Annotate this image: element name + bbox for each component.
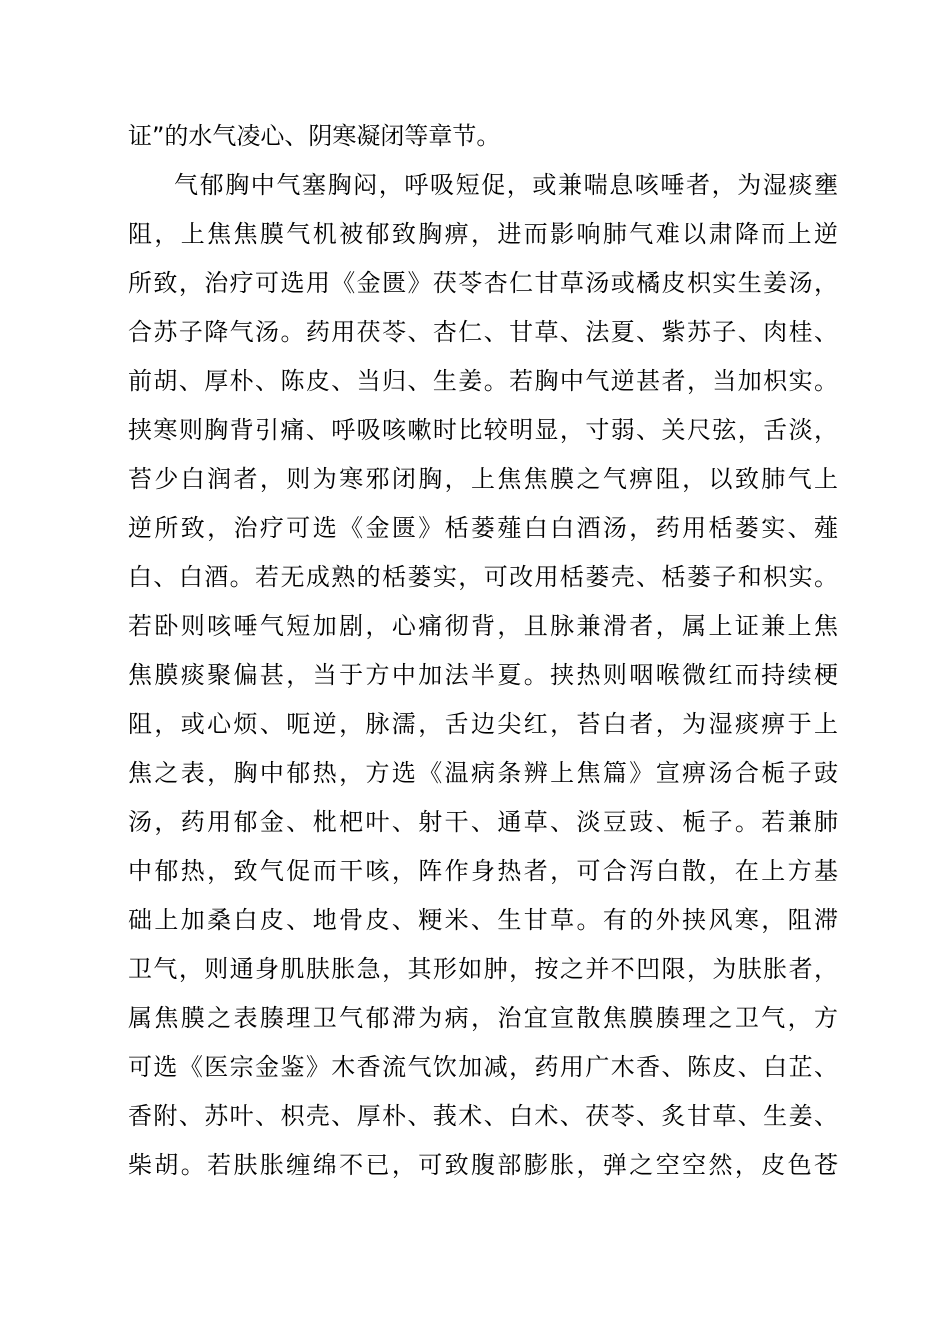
- text-line-21: 香附、苏叶、枳壳、厚朴、莪术、白术、茯苓、炙甘草、生姜、: [128, 1102, 838, 1130]
- text-line-17: 础上加桑白皮、地骨皮、粳米、生甘草。有的外挟风寒，阻滞: [128, 906, 838, 934]
- text-line-10: 白、白酒。若无成熟的栝蒌实，可改用栝蒌壳、栝蒌子和枳实。: [128, 563, 838, 591]
- text-line-14: 焦之表，胸中郁热，方选《温病条辨上焦篇》宣痹汤合栀子豉: [128, 759, 838, 787]
- text-line-11: 若卧则咳唾气短加剧，心痛彻背，且脉兼滑者，属上证兼上焦: [128, 612, 838, 640]
- text-line-12: 焦膜痰聚偏甚，当于方中加法半夏。挟热则咽喉微红而持续梗: [128, 661, 838, 689]
- text-line-7: 挟寒则胸背引痛、呼吸咳嗽时比较明显，寸弱、关尺弦，舌淡，: [128, 416, 838, 444]
- text-line-22: 柴胡。若肤胀缠绵不已，可致腹部膨胀，弹之空空然，皮色苍: [128, 1151, 838, 1179]
- text-line-3: 阻，上焦焦膜气机被郁致胸痹，进而影响肺气难以肃降而上逆: [128, 220, 838, 248]
- text-line-20: 可选《医宗金鉴》木香流气饮加减，药用广木香、陈皮、白芷、: [128, 1053, 838, 1081]
- text-line-8: 苔少白润者，则为寒邪闭胸，上焦焦膜之气痹阻，以致肺气上: [128, 465, 838, 493]
- text-line-19: 属焦膜之表腠理卫气郁滞为病，治宜宣散焦膜腠理之卫气，方: [128, 1004, 838, 1032]
- text-line-13: 阻，或心烦、呃逆，脉濡，舌边尖红，苔白者，为湿痰痹于上: [128, 710, 838, 738]
- text-line-16: 中郁热，致气促而干咳，阵作身热者，可合泻白散，在上方基: [128, 857, 838, 885]
- text-line-1: 证”的水气凌心、阴寒凝闭等章节。: [128, 122, 501, 150]
- text-line-9: 逆所致，治疗可选《金匮》栝蒌薤白白酒汤，药用栝蒌实、薤: [128, 514, 838, 542]
- text-line-2: 气郁胸中气塞胸闷，呼吸短促，或兼喘息咳唾者，为湿痰壅: [174, 171, 838, 199]
- text-line-4: 所致，治疗可选用《金匮》茯苓杏仁甘草汤或橘皮枳实生姜汤，: [128, 269, 838, 297]
- text-line-5: 合苏子降气汤。药用茯苓、杏仁、甘草、法夏、紫苏子、肉桂、: [128, 318, 838, 346]
- text-line-15: 汤，药用郁金、枇杷叶、射干、通草、淡豆豉、栀子。若兼肺: [128, 808, 838, 836]
- text-line-6: 前胡、厚朴、陈皮、当归、生姜。若胸中气逆甚者，当加枳实。: [128, 367, 838, 395]
- body-text: [128, 112, 838, 1190]
- text-line-18: 卫气，则通身肌肤胀急，其形如肿，按之并不凹限，为肤胀者，: [128, 955, 838, 983]
